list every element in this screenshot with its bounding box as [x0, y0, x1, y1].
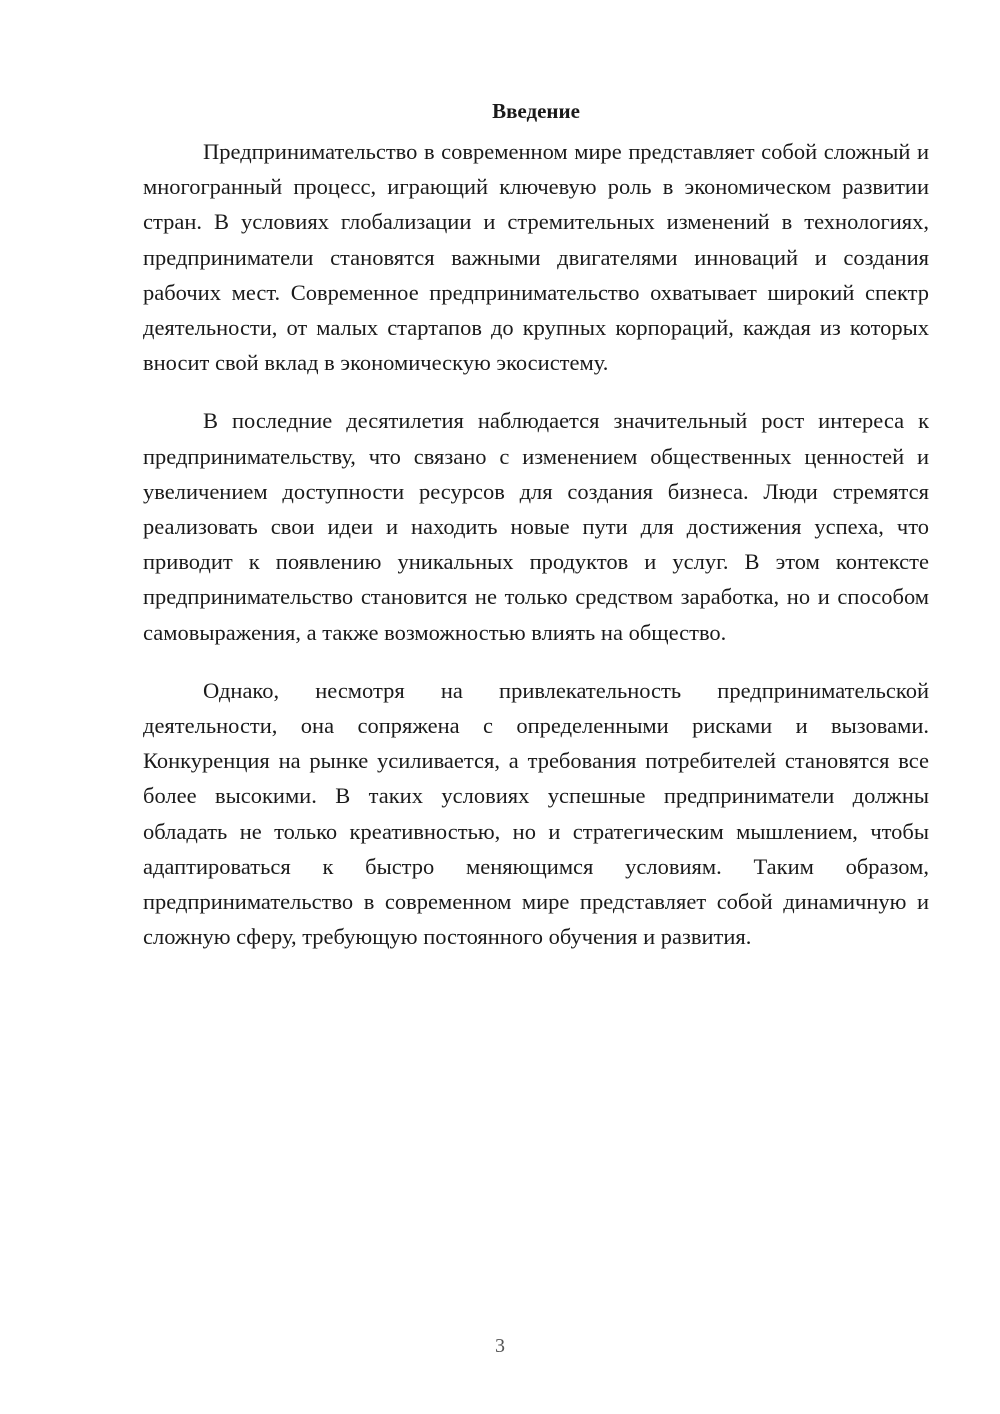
page-content	[143, 96, 929, 977]
section-heading: Введение	[492, 99, 580, 123]
paragraph-3: Однако, несмотря на привлекательность предпринимательской деятельности, она сопряжена с определенными рисками и вызовами. Конкуренция на рынке усиливается, а требования потребителей становятся все более высокими. В таких условиях успешные предприниматели должны обладать не только креативностью, но и стратегическим мышлением, чтобы адаптироваться к быстро меняющимся условиям. Таким образом, предпринимательство в современном мире представляет собой динамичную и сложную сферу, требующую постоянного обучения и развития.	[143, 677, 929, 950]
page-number: 3	[495, 1335, 505, 1357]
paragraph-2: В последние десятилетия наблюдается значительный рост интереса к предпринимательству, что связано с изменением общественных ценностей и увеличением доступности ресурсов для создания бизнеса. Люди стремятся реализовать свои идеи и находить новые пути для достижения успеха, что приводит к появлению уникальных продуктов и услуг. В этом контексте предпринимательство становится не только средством заработка, но и способом самовыражения, а также возможностью влиять на общество.	[143, 408, 929, 645]
paragraph-1: Предпринимательство в современном мире представляет собой сложный и многогранный процесс, играющий ключевую роль в экономическом развитии стран. В условиях глобализации и стремительных изменений в технологиях, предприниматели становятся важными двигателями инноваций и создания рабочих мест. Современное предпринимательство охватывает широкий спектр деятельности, от малых стартапов до крупных корпораций, каждая из которых вносит свой вклад в экономическую экосистему.	[143, 139, 929, 376]
